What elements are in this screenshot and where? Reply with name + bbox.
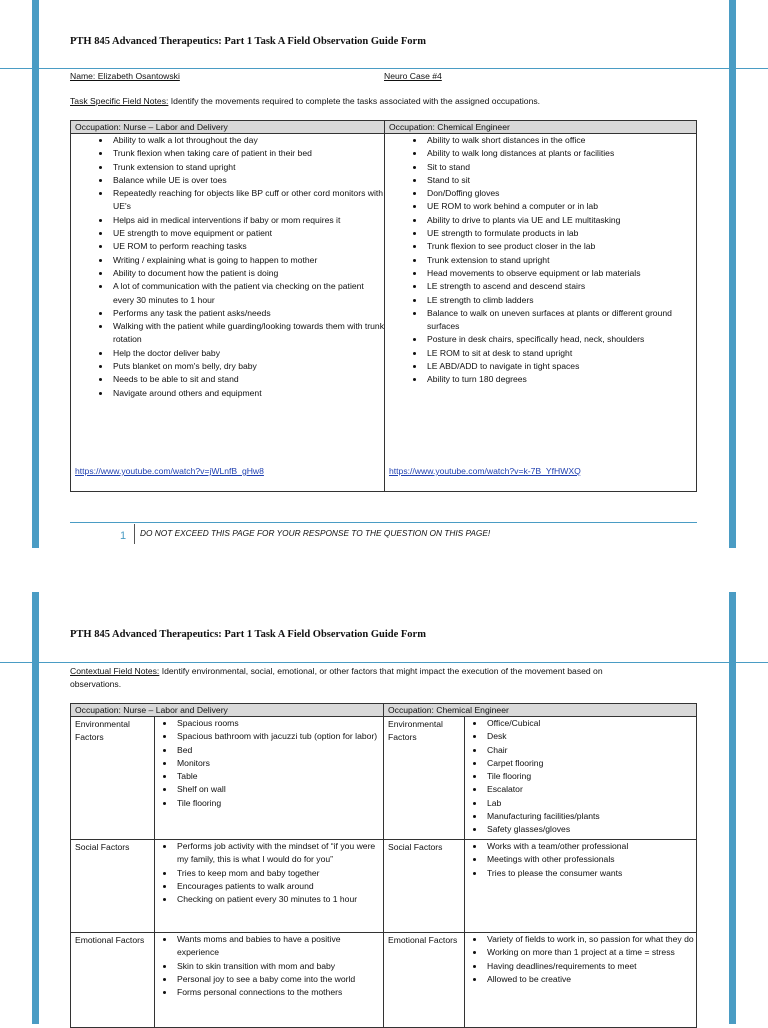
social-factors-row — [71, 840, 697, 933]
page-title: PTH 845 Advanced Therapeutics: Part 1 Task A Field Observation Guide Form — [70, 36, 426, 47]
engineer-movements-cell — [385, 134, 697, 492]
list-item: • Allowed to be creative — [485, 973, 696, 986]
list-item: • Performs job activity with the mindset of “if you were my family, this is what I would do for you” — [175, 840, 383, 867]
contextual-notes-instructions — [70, 665, 700, 691]
list-item: • LE ROM to sit at desk to stand upright — [425, 347, 696, 360]
footer-note: DO NOT EXCEED THIS PAGE FOR YOUR RESPONSE TO THE QUESTION ON THIS PAGE! — [140, 528, 491, 538]
page-right-border — [729, 592, 736, 1024]
list-item: • Carpet flooring — [485, 757, 696, 770]
list-item: • Trunk extension to stand upright — [425, 254, 696, 267]
document-page-2 — [0, 592, 768, 1024]
nurse-environmental-list — [155, 717, 383, 810]
footer-rule — [70, 522, 697, 523]
list-item: • Monitors — [175, 757, 383, 770]
list-item: • UE ROM to work behind a computer or in lab — [425, 200, 696, 213]
engineer-emotional-list — [465, 933, 696, 986]
col-header-engineer: Occupation: Chemical Engineer — [385, 121, 697, 134]
list-item: • Bed — [175, 744, 383, 757]
list-item: • Safety glasses/gloves — [485, 823, 696, 836]
list-item: • Lab — [485, 797, 696, 810]
list-item: • Shelf on wall — [175, 783, 383, 796]
list-item: • Variety of fields to work in, so passion for what they do — [485, 933, 696, 946]
footer-divider — [134, 524, 135, 544]
page-left-border — [32, 0, 39, 548]
task-notes-table — [70, 120, 697, 492]
list-item: • Escalator — [485, 783, 696, 796]
list-item: • Tile flooring — [485, 770, 696, 783]
engineer-movements-list — [385, 134, 696, 387]
col-header-engineer: Occupation: Chemical Engineer — [384, 704, 697, 717]
contextual-notes-text-1: Identify environmental, social, emotional, or other factors that might impact the execution of the movement based on — [159, 666, 603, 676]
list-item: • Ability to walk a lot throughout the day — [111, 134, 384, 147]
nurse-emotional-list — [155, 933, 383, 999]
list-item: • Posture in desk chairs, specifically head, neck, shoulders — [425, 333, 696, 346]
nurse-movements-cell — [71, 134, 385, 492]
list-item: • LE ABD/ADD to navigate in tight spaces — [425, 360, 696, 373]
page-left-border — [32, 592, 39, 1024]
list-item: • Trunk flexion when taking care of patient in their bed — [111, 147, 384, 160]
list-item: • UE strength to formulate products in lab — [425, 227, 696, 240]
factor-label: Emotional Factors — [384, 933, 465, 1028]
engineer-environmental-list — [465, 717, 696, 837]
col-header-nurse: Occupation: Nurse – Labor and Delivery — [71, 704, 384, 717]
list-item: • Stand to sit — [425, 174, 696, 187]
list-item: • Ability to document how the patient is doing — [111, 267, 384, 280]
engineer-social-list — [465, 840, 696, 880]
list-item: • Ability to walk long distances at plants or facilities — [425, 147, 696, 160]
list-item: • Sit to stand — [425, 161, 696, 174]
list-item: • UE strength to move equipment or patient — [111, 227, 384, 240]
nurse-factor-list-cell — [155, 933, 384, 1028]
list-item: • Balance while UE is over toes — [111, 174, 384, 187]
list-item: • Ability to turn 180 degrees — [425, 373, 696, 386]
nurse-movements-list — [71, 134, 384, 400]
list-item: • Skin to skin transition with mom and baby — [175, 960, 383, 973]
factor-label: Social Factors — [71, 840, 155, 933]
list-item: • Meetings with other professionals — [485, 853, 696, 866]
engineer-video-link[interactable]: https://www.youtube.com/watch?v=k-7B_YfHWXQ — [389, 466, 581, 476]
nurse-factor-list-cell — [155, 717, 384, 840]
list-item: • UE ROM to perform reaching tasks — [111, 240, 384, 253]
list-item: • Office/Cubical — [485, 717, 696, 730]
list-item: • Help the doctor deliver baby — [111, 347, 384, 360]
case-label: Neuro Case #4 — [384, 71, 442, 81]
list-item: • Tries to keep mom and baby together — [175, 867, 383, 880]
list-item: • Chair — [485, 744, 696, 757]
list-item: • A lot of communication with the patient via checking on the patient every 30 minutes to 1 hour — [111, 280, 384, 307]
list-item: • Performs any task the patient asks/needs — [111, 307, 384, 320]
factor-label: Social Factors — [384, 840, 465, 933]
list-item: • Walking with the patient while guarding/looking towards them with trunk rotation — [111, 320, 384, 347]
list-item: • Encourages patients to walk around — [175, 880, 383, 893]
list-item: • Manufacturing facilities/plants — [485, 810, 696, 823]
list-item: • Spacious rooms — [175, 717, 383, 730]
page-number: 1 — [120, 530, 127, 542]
list-item: • Works with a team/other professional — [485, 840, 696, 853]
contextual-notes-table — [70, 703, 697, 1028]
list-item: • Head movements to observe equipment or lab materials — [425, 267, 696, 280]
header-rule — [0, 662, 768, 663]
header-rule — [0, 68, 768, 69]
col-header-nurse: Occupation: Nurse – Labor and Delivery — [71, 121, 385, 134]
nurse-social-list — [155, 840, 383, 906]
list-item: • Table — [175, 770, 383, 783]
contextual-notes-text-2: observations. — [70, 679, 122, 689]
list-item: • Helps aid in medical interventions if baby or mom requires it — [111, 214, 384, 227]
list-item: • Tries to please the consumer wants — [485, 867, 696, 880]
engineer-factor-list-cell — [465, 840, 697, 933]
nurse-video-link[interactable]: https://www.youtube.com/watch?v=jWLnfB_gHw8 — [75, 466, 264, 476]
list-item: • Working on more than 1 project at a time = stress — [485, 946, 696, 959]
list-item: • Personal joy to see a baby come into the world — [175, 973, 383, 986]
list-item: • Wants moms and babies to have a positive experience — [175, 933, 383, 960]
list-item: • LE strength to ascend and descend stairs — [425, 280, 696, 293]
engineer-factor-list-cell — [465, 717, 697, 840]
list-item: • Puts blanket on mom's belly, dry baby — [111, 360, 384, 373]
list-item: • LE strength to climb ladders — [425, 294, 696, 307]
list-item: • Spacious bathroom with jacuzzi tub (option for labor) — [175, 730, 383, 743]
list-item: • Trunk extension to stand upright — [111, 161, 384, 174]
engineer-factor-list-cell — [465, 933, 697, 1028]
contextual-notes-label: Contextual Field Notes: — [70, 666, 160, 676]
list-item: • Having deadlines/requirements to meet — [485, 960, 696, 973]
list-item: • Ability to drive to plants via UE and LE multitasking — [425, 214, 696, 227]
factor-label: Emotional Factors — [71, 933, 155, 1028]
list-item: • Checking on patient every 30 minutes to 1 hour — [175, 893, 383, 906]
list-item: • Needs to be able to sit and stand — [111, 373, 384, 386]
list-item: • Desk — [485, 730, 696, 743]
factor-label: Environmental Factors — [384, 717, 465, 840]
list-item: • Writing / explaining what is going to happen to mother — [111, 254, 384, 267]
page-right-border — [729, 0, 736, 548]
list-item: • Ability to walk short distances in the office — [425, 134, 696, 147]
factor-label: Environmental Factors — [71, 717, 155, 840]
list-item: • Trunk flexion to see product closer in the lab — [425, 240, 696, 253]
task-notes-text: Identify the movements required to complete the tasks associated with the assigned occupations. — [168, 96, 541, 106]
list-item: • Repeatedly reaching for objects like BP cuff or other cord monitors with UE's — [111, 187, 384, 214]
task-notes-label: Task Specific Field Notes: — [70, 96, 169, 106]
page-title: PTH 845 Advanced Therapeutics: Part 1 Task A Field Observation Guide Form — [70, 629, 426, 640]
list-item: • Balance to walk on uneven surfaces at plants or different ground surfaces — [425, 307, 696, 334]
task-notes-instructions — [70, 95, 540, 108]
list-item: • Forms personal connections to the mothers — [175, 986, 383, 999]
student-name: Name: Elizabeth Osantowski — [70, 71, 180, 81]
list-item: • Tile flooring — [175, 797, 383, 810]
list-item: • Don/Doffing gloves — [425, 187, 696, 200]
nurse-factor-list-cell — [155, 840, 384, 933]
emotional-factors-row — [71, 933, 697, 1028]
environmental-factors-row — [71, 717, 697, 840]
list-item: • Navigate around others and equipment — [111, 387, 384, 400]
